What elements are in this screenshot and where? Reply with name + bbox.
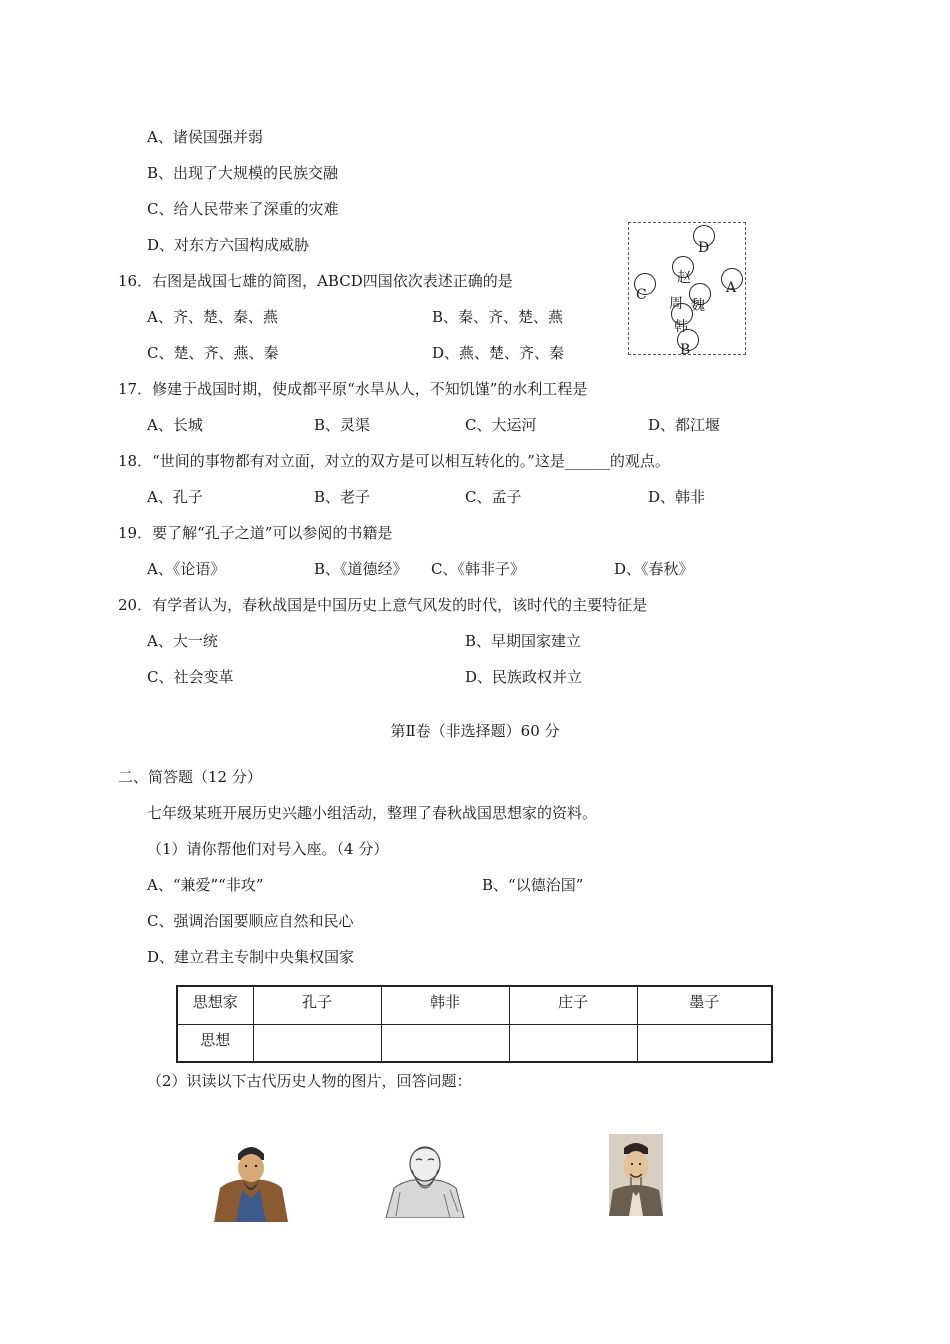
- map-label-c: C: [636, 287, 647, 303]
- q16-stem: 16．右图是战国七雄的简图，ABCD四国依次表述正确的是: [118, 272, 513, 290]
- q17-stem: 17．修建于战国时期，使成都平原“水旱从人，不知饥馑”的水利工程是: [118, 380, 588, 398]
- q20-option-b: B、早期国家建立: [465, 632, 582, 650]
- sub-question-1: （1）请你帮他们对号入座。（4 分）: [147, 840, 389, 858]
- q15-option-a: A、诸侯国强并弱: [147, 128, 263, 146]
- map-label-zhao: 赵: [677, 270, 691, 286]
- q17-option-a: A、长城: [147, 416, 203, 434]
- table-cell-kongzi: 孔子: [253, 986, 381, 1024]
- q19-option-c: C、《韩非子》: [431, 560, 525, 578]
- thought-option-d: D、建立君主专制中央集权国家: [147, 948, 355, 966]
- answer-cell-mozi[interactable]: [637, 1024, 772, 1062]
- thinker-table: [176, 985, 773, 1063]
- table-row: [177, 986, 772, 1024]
- q16-option-a: A、齐、楚、秦、燕: [147, 308, 278, 326]
- portrait-hanfei: [609, 1134, 663, 1216]
- portrait-confucius: [212, 1138, 290, 1222]
- q19-stem: 19．要了解“孔子之道”可以参阅的书籍是: [118, 524, 393, 542]
- portrait-laozi: [384, 1140, 466, 1218]
- warring-states-map: [628, 222, 746, 358]
- map-label-zhou: 周: [669, 296, 683, 312]
- q18-option-c: C、孟子: [465, 488, 522, 506]
- map-label-d: D: [698, 240, 710, 256]
- q16-option-d: D、燕、楚、齐、秦: [432, 344, 565, 362]
- q15-option-d: D、对东方六国构成威胁: [147, 236, 310, 254]
- thought-option-b: B、“以德治国”: [482, 876, 584, 894]
- q20-option-c: C、社会变革: [147, 668, 234, 686]
- q16-option-b: B、秦、齐、楚、燕: [432, 308, 564, 326]
- table-cell-zhuangzi: 庄子: [509, 986, 637, 1024]
- part2-title: 第Ⅱ卷（非选择题）60 分: [390, 722, 560, 740]
- q17-option-d: D、都江堰: [648, 416, 721, 434]
- q18-stem: 18．“世间的事物都有对立面，对立的双方是可以相互转化的。”这是______的观点。: [118, 452, 670, 470]
- map-label-b: B: [680, 342, 691, 358]
- q20-option-a: A、大一统: [147, 632, 218, 650]
- section-heading: 二、简答题（12 分）: [118, 768, 262, 786]
- q19-option-d: D、《春秋》: [614, 560, 694, 578]
- table-header-thought: 思想: [177, 1024, 253, 1062]
- intro-text: 七年级某班开展历史兴趣小组活动，整理了春秋战国思想家的资料。: [147, 804, 598, 822]
- map-label-wei: 魏: [691, 298, 705, 314]
- map-label-a: A: [726, 280, 737, 296]
- q18-option-a: A、孔子: [147, 488, 203, 506]
- q20-stem: 20．有学者认为，春秋战国是中国历史上意气风发的时代，该时代的主要特征是: [118, 596, 648, 614]
- answer-cell-hanfei[interactable]: [381, 1024, 509, 1062]
- answer-cell-kongzi[interactable]: [253, 1024, 381, 1062]
- q15-option-c: C、给人民带来了深重的灾难: [147, 200, 339, 218]
- q20-option-d: D、民族政权并立: [465, 668, 583, 686]
- table-cell-hanfei: 韩非: [381, 986, 509, 1024]
- q19-option-a: A、《论语》: [147, 560, 226, 578]
- q19-option-b: B、《道德经》: [314, 560, 408, 578]
- table-cell-mozi: 墨子: [637, 986, 772, 1024]
- q18-option-b: B、老子: [314, 488, 371, 506]
- q17-option-c: C、大运河: [465, 416, 537, 434]
- q16-option-c: C、楚、齐、燕、秦: [147, 344, 279, 362]
- table-row: [177, 1024, 772, 1062]
- sub-question-2: （2）识读以下古代历史人物的图片，回答问题：: [147, 1072, 472, 1090]
- map-label-han: 韩: [674, 319, 688, 335]
- thought-option-c: C、强调治国要顺应自然和民心: [147, 912, 354, 930]
- table-header-thinker: 思想家: [177, 986, 253, 1024]
- answer-cell-zhuangzi[interactable]: [509, 1024, 637, 1062]
- thought-option-a: A、“兼爱”“非攻”: [147, 876, 264, 894]
- q17-option-b: B、灵渠: [314, 416, 371, 434]
- q15-option-b: B、出现了大规模的民族交融: [147, 164, 339, 182]
- q18-option-d: D、韩非: [648, 488, 706, 506]
